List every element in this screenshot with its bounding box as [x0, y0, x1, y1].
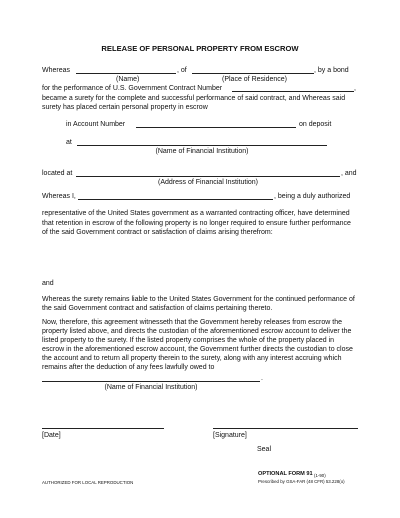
- date-field[interactable]: [42, 428, 164, 429]
- prescribed-by: Prescribed by GSA-FAR (48 CFR) 53.228(o): [258, 479, 345, 484]
- signature-label: [Signature]: [213, 432, 247, 439]
- officer-name-field[interactable]: [78, 199, 273, 200]
- name-label: (Name): [116, 76, 140, 83]
- contract-number-field[interactable]: [232, 91, 354, 92]
- remains-text-2: the said Government contract and satisfaction of claims pertaining thereto.: [42, 305, 273, 312]
- institution-address-field[interactable]: [76, 176, 340, 177]
- performance-text: for the performance of U.S. Government Contract Number: [42, 85, 223, 92]
- comma-text: ,: [354, 85, 356, 92]
- period-text: .: [261, 375, 263, 382]
- of-text: , of: [177, 67, 187, 74]
- surety-name-field[interactable]: [76, 73, 176, 74]
- date-label: [Date]: [42, 432, 61, 439]
- duly-authorized-text: , being a duly authorized: [274, 193, 351, 200]
- financial-institution-field[interactable]: [77, 145, 327, 146]
- form-revision: (1-90): [314, 473, 326, 478]
- authorized-reproduction: AUTHORIZED FOR LOCAL REPRODUCTION: [42, 480, 134, 485]
- located-at-text: located at: [42, 170, 73, 177]
- account-number-field[interactable]: [136, 127, 296, 128]
- seal-label: Seal: [257, 446, 272, 453]
- financial-institution-label: (Name of Financial Institution): [155, 148, 249, 155]
- financial-institution-label-2: (Name of Financial Institution): [104, 384, 198, 391]
- at-text: at: [66, 139, 72, 146]
- rep-text-2: that retention in escrow of the following property is no longer required to ensure further performance: [42, 220, 351, 227]
- whereas-text: Whereas: [42, 67, 71, 74]
- residence-label: (Place of Residence): [222, 76, 287, 83]
- and-comma-text: , and: [341, 170, 357, 177]
- signature-field[interactable]: [213, 428, 358, 429]
- surety-text-2: surety has placed certain personal property in escrow: [42, 104, 208, 111]
- whereas-i-text: Whereas I,: [42, 193, 76, 200]
- rep-text-1: representative of the United States government as a warranted contracting officer, have determined: [42, 210, 350, 217]
- rep-text-3: of the said Government contract or satisfaction of claims arising therefrom:: [42, 229, 273, 236]
- now-text-3: listed property to the surety. If the listed property comprises the whole of the property placed in: [42, 337, 335, 344]
- account-number-text: in Account Number: [66, 121, 126, 128]
- now-text-4: escrow in the aforementioned escrow account, the Government further directs the custodian to close: [42, 346, 353, 353]
- surety-text-1: became a surety for the complete and successful performance of said contract, and Whereas said: [42, 95, 346, 102]
- remains-text-1: Whereas the surety remains liable to the United States Government for the continued performance of: [42, 296, 355, 303]
- on-deposit-text: on deposit: [299, 121, 332, 128]
- address-label: (Address of Financial Institution): [158, 179, 258, 186]
- and-text: and: [42, 280, 54, 287]
- form-name: OPTIONAL FORM 91: [258, 471, 313, 477]
- residence-field[interactable]: [192, 73, 314, 74]
- now-text-1: Now, therefore, this agreement witnesseth that the Government hereby releases from escrow the: [42, 319, 342, 326]
- by-a-bond-text: , by a bond: [314, 67, 349, 74]
- now-text-2: property listed above, and directs the custodian of the aforementioned escrow account to deliver the: [42, 328, 352, 335]
- now-text-5: the account and to return all property therein to the surety, along with any interest accruing which: [42, 355, 342, 362]
- now-text-6: remains after the deduction of any fees lawfully owed to: [42, 364, 215, 371]
- form-title: RELEASE OF PERSONAL PROPERTY FROM ESCROW: [101, 44, 299, 53]
- financial-institution-field-2[interactable]: [42, 381, 260, 382]
